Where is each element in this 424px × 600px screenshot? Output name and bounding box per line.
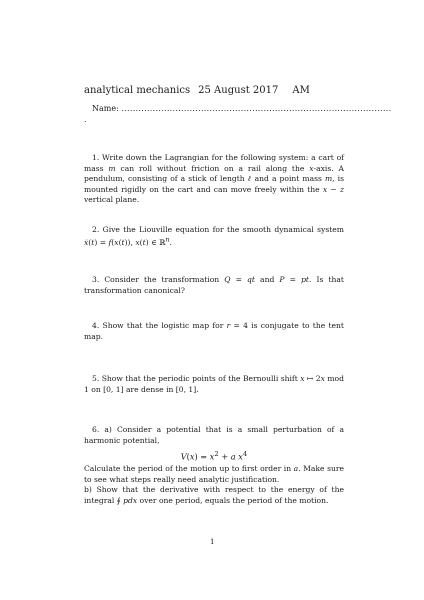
question-3 xyxy=(84,275,344,296)
question-text: Show that the logistic map for r = 4 is conjugate to the tent map. xyxy=(84,321,344,341)
stray-mark: . xyxy=(84,115,87,124)
question-text: a) Consider a potential that is a small perturbation of a harmonic potential, xyxy=(84,425,344,445)
potential-equation: $V(x) = x^2 + a$ $x^4$ xyxy=(180,450,248,462)
question-text: Give the Liouville equation for the smooth dynamical system ẋ(t) = f(x(t)), x(t) ∈ ℝ$^n$. xyxy=(84,225,344,248)
question-number: 6. xyxy=(92,425,100,434)
name-label: Name: xyxy=(92,104,119,113)
question-text: Show that the periodic points of the Bernoulli shift x ↦ 2x mod 1 on [0, 1] are dense in [0, 1]. xyxy=(84,374,344,394)
question-number: 3. xyxy=(92,275,100,284)
exam-initials: AM xyxy=(292,85,310,96)
question-part-b: b) Show that the derivative with respect to the energy of the integral ∮ pdx over one period, equals the period of the motion. xyxy=(84,485,344,505)
question-number: 2. xyxy=(92,225,100,234)
question-text: Consider the transformation Q = qt and P = pt. Is that transformation canonical? xyxy=(84,275,344,295)
question-number: 4. xyxy=(92,321,100,330)
name-blank-line: ............................................................................................... xyxy=(121,104,392,113)
question-2 xyxy=(84,225,344,249)
question-4 xyxy=(84,321,344,342)
question-6 xyxy=(84,425,344,506)
question-text-continued: Calculate the period of the motion up to first order in a. Make sure to see what steps really need analytic justification. xyxy=(84,464,344,484)
course-name: analytical mechanics xyxy=(84,85,191,96)
question-1 xyxy=(84,153,344,206)
exam-title xyxy=(84,85,310,96)
question-5 xyxy=(84,374,344,395)
name-field xyxy=(92,104,391,113)
question-number: 1. xyxy=(92,153,100,162)
exam-date: 25 August 2017 xyxy=(198,85,279,96)
question-text: Write down the Lagrangian for the following system: a cart of mass m can roll without friction on a rail along the x-axis. A pendulum, consisting of a stick of length ℓ and a point mass m, is mounted rigidly on the cart and can move freely within the x − z vertical plane. xyxy=(84,153,345,204)
question-number: 5. xyxy=(92,374,100,383)
page-number: 1 xyxy=(210,538,215,546)
